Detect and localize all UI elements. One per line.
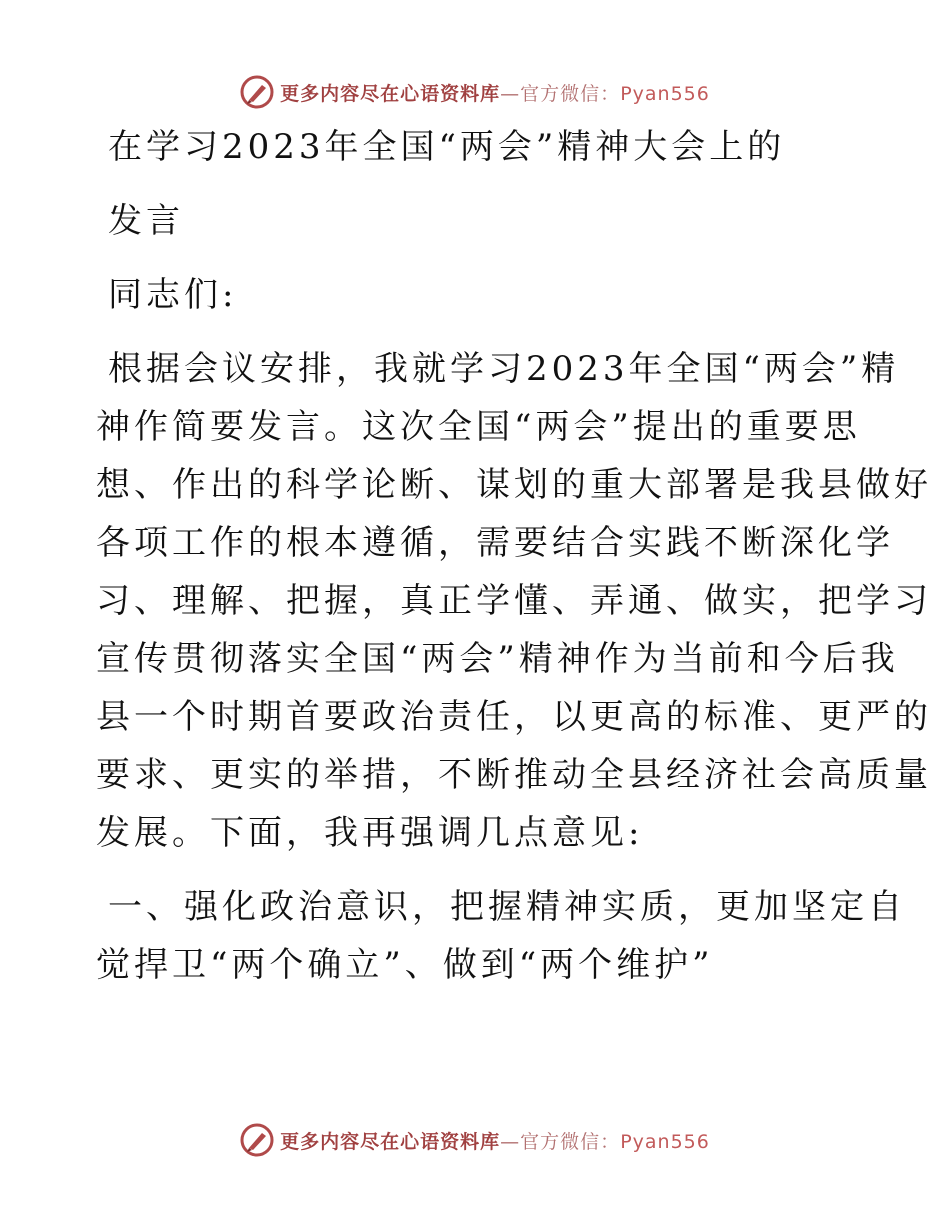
title-line-2: 发言 [108,201,184,241]
watermark-sep: — [500,82,521,105]
paragraph-line: 宣传贯彻落实全国“两会”精神作为当前和今后我 [96,639,899,679]
watermark-sub: 官方微信： [520,1130,621,1153]
watermark-text [280,79,710,106]
paragraph-line: 想、作出的科学论断、谋划的重大部署是我县做好 [96,465,932,505]
watermark-main: 更多内容尽在心语资料库 [280,1130,501,1153]
title-line-1: 在学习2023年全国“两会”精神大会上的 [108,127,786,167]
watermark-text [280,1127,710,1154]
watermark-main: 更多内容尽在心语资料库 [280,82,501,105]
paragraph-line: 根据会议安排，我就学习2023年全国“两会”精 [108,349,900,389]
watermark-top [0,72,950,112]
watermark-sub: 官方微信： [520,82,621,105]
paragraph-line: 要求、更实的举措，不断推动全县经济社会高质量 [96,755,932,795]
paragraph-line: 发展。下面，我再强调几点意见: [96,813,644,853]
heading-line-2: 觉捍卫“两个确立”、做到“两个维护” [96,945,714,985]
pen-logo-icon [240,75,274,109]
salutation: 同志们: [108,275,238,315]
watermark-bottom [0,1120,950,1160]
paragraph-line: 习、理解、把握，真正学懂、弄通、做实，把学习 [96,581,932,621]
pen-logo-icon [240,1123,274,1157]
paragraph-line: 神作简要发言。这次全国“两会”提出的重要思 [96,407,861,447]
heading-line-1: 一、强化政治意识，把握精神实质，更加坚定自 [108,887,906,927]
paragraph-line: 各项工作的根本遵循，需要结合实践不断深化学 [96,523,894,563]
watermark-id: Pyan556 [620,1130,710,1153]
watermark-id: Pyan556 [620,82,710,105]
paragraph-line: 县一个时期首要政治责任，以更高的标准、更严的 [96,697,932,737]
watermark-sep: — [500,1130,521,1153]
